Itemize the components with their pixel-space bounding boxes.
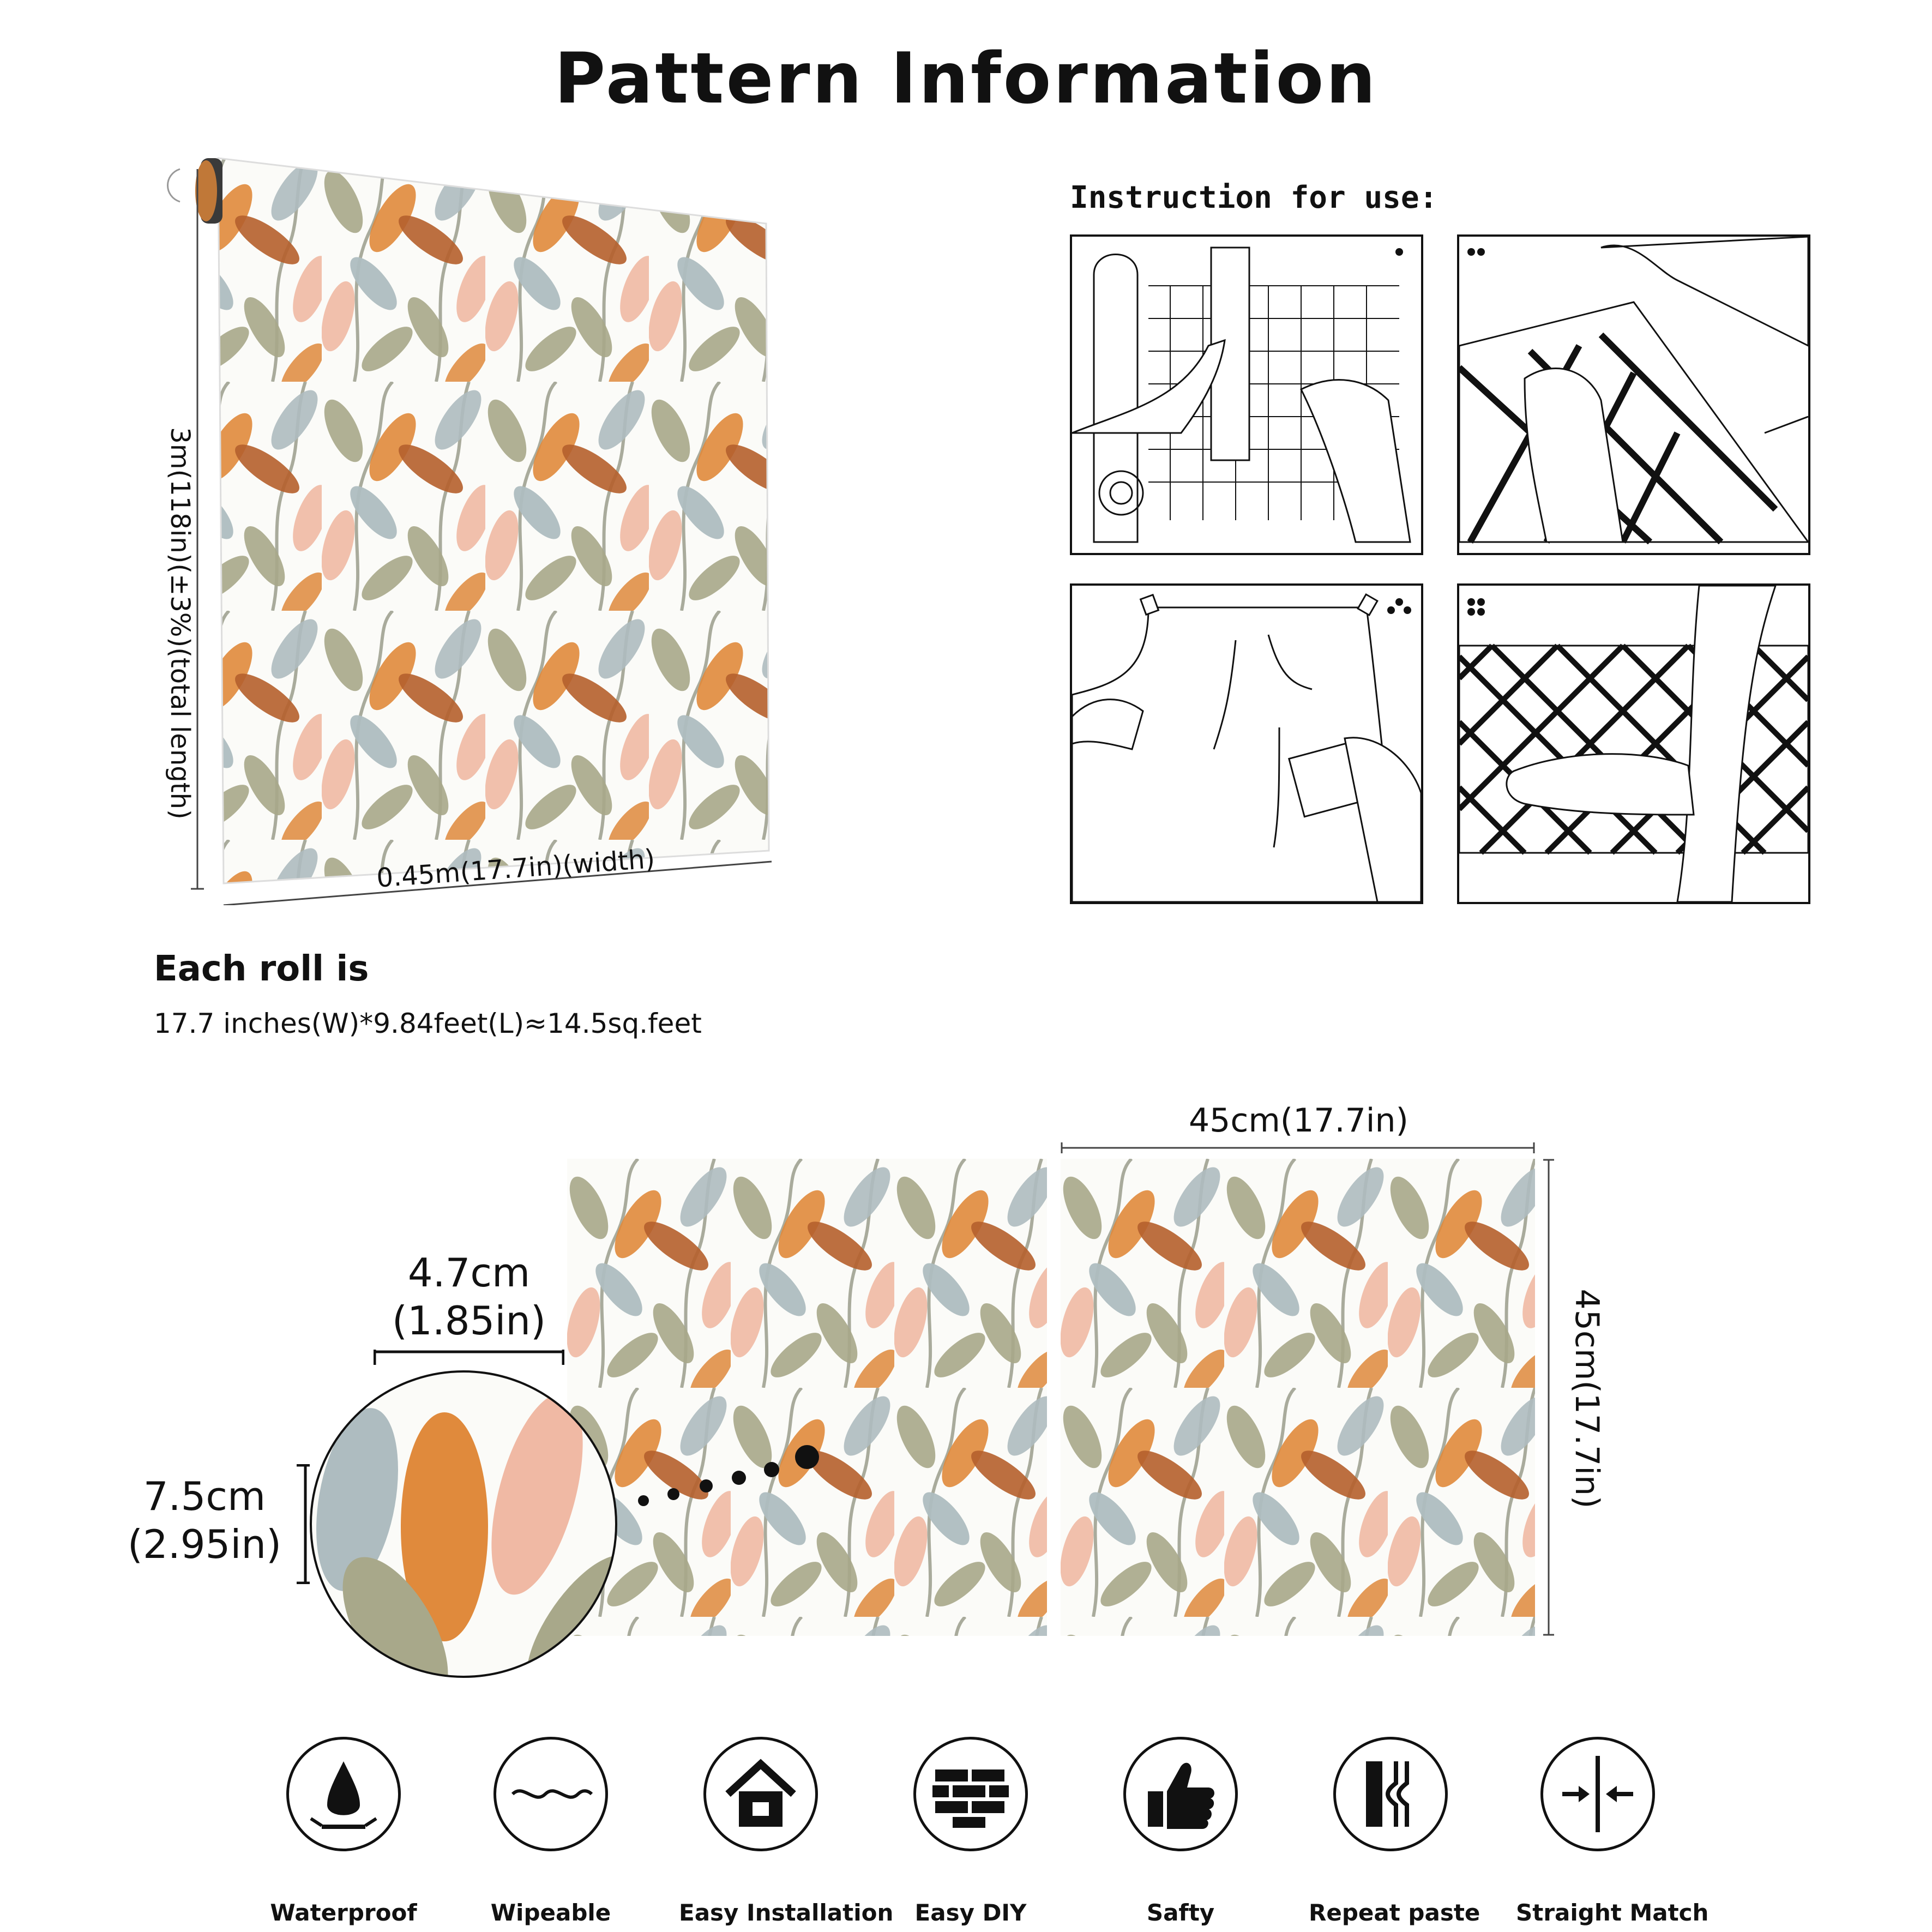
repeat-width-cm: 4.7cm bbox=[407, 1250, 531, 1296]
pattern-height-label: 45cm(17.7in) bbox=[1568, 1289, 1606, 1509]
brick-icon bbox=[913, 1737, 1028, 1851]
roll-width-label: 0.45m(17.7in)(width) bbox=[375, 844, 656, 894]
roll-info-heading: Each roll is bbox=[154, 949, 369, 989]
instruction-step-2 bbox=[1457, 234, 1810, 555]
roll-length-label: 3m(118in)(±3%)(total length) bbox=[165, 427, 195, 820]
instruction-step-4 bbox=[1457, 583, 1810, 904]
feature-label: Waterproof bbox=[270, 1899, 417, 1926]
wallpaper-roll-illustration bbox=[158, 153, 791, 905]
repeat-height-label bbox=[112, 1472, 297, 1568]
house-icon bbox=[703, 1737, 818, 1851]
pattern-width-dimension-line bbox=[1061, 1142, 1535, 1153]
feature-repeat-paste bbox=[1309, 1737, 1480, 1926]
feature-straight-match bbox=[1516, 1737, 1709, 1926]
pattern-height-dimension-line bbox=[1543, 1159, 1554, 1636]
thumbs-up-icon bbox=[1123, 1737, 1238, 1851]
repeat-height-in: (2.95in) bbox=[127, 1521, 282, 1567]
feature-label: Straight Match bbox=[1516, 1899, 1709, 1926]
wallpaper-roll-graphic bbox=[158, 153, 791, 905]
repeat-paste-icon bbox=[1333, 1737, 1448, 1851]
wipeable-icon bbox=[493, 1737, 608, 1851]
step-3-illustration bbox=[1072, 586, 1421, 902]
feature-label: Repeat paste bbox=[1309, 1899, 1480, 1926]
feature-label: Wipeable bbox=[490, 1899, 611, 1926]
straight-match-icon bbox=[1540, 1737, 1655, 1851]
instructions-title: Instruction for use: bbox=[1070, 180, 1438, 215]
pattern-width-label: 45cm(17.7in) bbox=[1189, 1102, 1409, 1140]
instruction-step-1 bbox=[1070, 234, 1423, 555]
feature-label: Safty bbox=[1146, 1899, 1215, 1926]
pattern-swatch-right bbox=[1061, 1159, 1535, 1636]
feature-waterproof bbox=[262, 1737, 425, 1926]
page-title: Pattern Information bbox=[554, 38, 1378, 119]
repeat-width-bracket bbox=[374, 1350, 564, 1366]
step-4-illustration bbox=[1459, 586, 1808, 902]
repeat-height-cm: 7.5cm bbox=[143, 1473, 266, 1519]
repeat-width-label bbox=[360, 1249, 578, 1345]
repeat-magnifier bbox=[308, 1369, 619, 1680]
feature-easy-installation bbox=[679, 1737, 894, 1926]
feature-label: Easy Installation bbox=[679, 1899, 894, 1926]
instruction-step-3 bbox=[1070, 583, 1423, 904]
repeat-width-in: (1.85in) bbox=[392, 1298, 546, 1344]
pattern-swatch-left bbox=[567, 1159, 1047, 1636]
feature-wipeable bbox=[469, 1737, 633, 1926]
feature-label: Easy DIY bbox=[914, 1899, 1027, 1926]
feature-easy-diy bbox=[889, 1737, 1052, 1926]
roll-info-detail: 17.7 inches(W)*9.84feet(L)≈14.5sq.feet bbox=[154, 1008, 702, 1039]
waterproof-icon bbox=[286, 1737, 401, 1851]
magnifier-pointer-dots bbox=[633, 1440, 829, 1516]
step-2-illustration bbox=[1459, 237, 1808, 553]
step-1-illustration bbox=[1072, 237, 1421, 553]
feature-safty bbox=[1099, 1737, 1262, 1926]
